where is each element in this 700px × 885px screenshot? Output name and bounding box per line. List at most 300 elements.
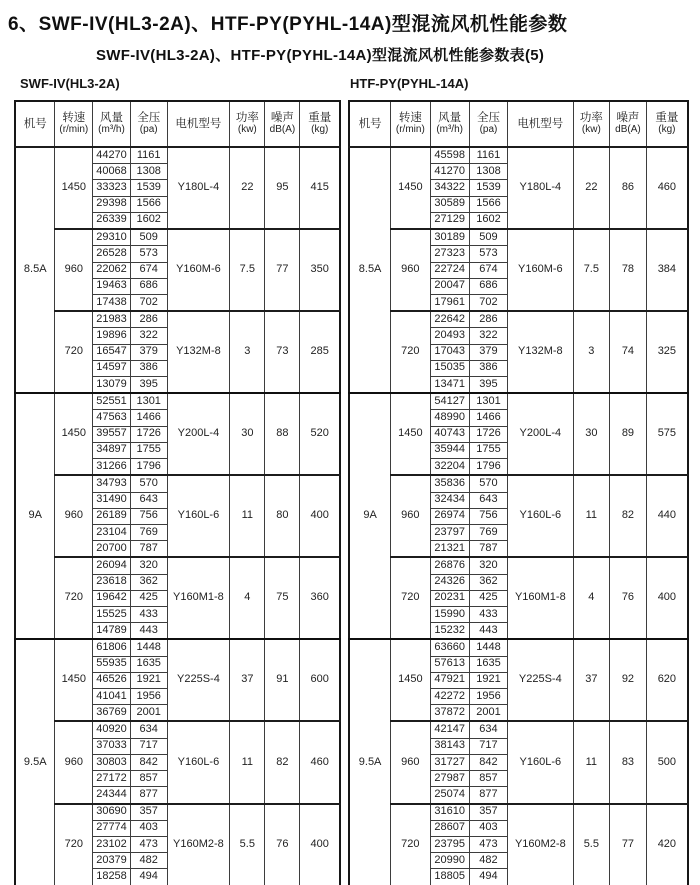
pressure-cell: 1921 xyxy=(130,672,167,688)
pressure-cell: 702 xyxy=(130,294,167,311)
weight-cell: 500 xyxy=(646,721,688,803)
flow-cell: 26876 xyxy=(430,557,469,574)
machine-size-cell: 8.5A xyxy=(15,147,55,393)
pressure-cell: 1755 xyxy=(469,442,507,458)
noise-cell: 82 xyxy=(610,475,647,557)
noise-cell: 73 xyxy=(265,311,300,393)
flow-cell: 42147 xyxy=(430,721,469,738)
noise-cell: 83 xyxy=(610,721,647,803)
flow-cell: 25074 xyxy=(430,787,469,804)
power-cell: 37 xyxy=(573,639,610,721)
pressure-cell: 1466 xyxy=(130,410,167,426)
table-row xyxy=(15,804,340,821)
pressure-cell: 787 xyxy=(130,541,167,558)
pressure-cell: 1466 xyxy=(469,410,507,426)
table-row xyxy=(15,475,340,492)
pressure-cell: 686 xyxy=(469,278,507,294)
pressure-cell: 357 xyxy=(130,804,167,821)
pressure-cell: 425 xyxy=(469,590,507,606)
flow-cell: 31727 xyxy=(430,754,469,770)
flow-cell: 31610 xyxy=(430,804,469,821)
pressure-cell: 482 xyxy=(469,853,507,869)
noise-cell: 95 xyxy=(265,147,300,229)
rpm-cell: 720 xyxy=(391,557,430,639)
machine-size-cell: 9.5A xyxy=(15,639,55,885)
flow-cell: 24344 xyxy=(93,787,131,804)
page-title: 6、SWF-IV(HL3-2A)、HTF-PY(PYHL-14A)型混流风机性能参数 xyxy=(8,14,568,35)
flow-cell: 29310 xyxy=(93,229,131,246)
pressure-cell: 573 xyxy=(130,246,167,262)
pressure-cell: 2001 xyxy=(130,705,167,722)
rpm-cell: 960 xyxy=(391,475,430,557)
motor-model-cell: Y132M-8 xyxy=(508,311,573,393)
motor-model-cell: Y225S-4 xyxy=(508,639,573,721)
flow-cell: 24326 xyxy=(430,574,469,590)
power-cell: 22 xyxy=(230,147,265,229)
flow-cell: 27774 xyxy=(93,820,131,836)
flow-cell: 22062 xyxy=(93,262,131,278)
pressure-cell: 322 xyxy=(469,328,507,344)
rpm-cell: 720 xyxy=(55,557,93,639)
pressure-cell: 433 xyxy=(469,606,507,622)
weight-cell: 415 xyxy=(300,147,340,229)
pressure-cell: 386 xyxy=(130,360,167,376)
flow-cell: 16547 xyxy=(93,344,131,360)
flow-cell: 15035 xyxy=(430,360,469,376)
rpm-cell: 960 xyxy=(55,229,93,311)
table-row xyxy=(15,311,340,328)
header-cell: 重量 (kg) xyxy=(646,101,688,147)
flow-cell: 17043 xyxy=(430,344,469,360)
weight-cell: 384 xyxy=(646,229,688,311)
weight-cell: 400 xyxy=(300,475,340,557)
flow-cell: 20493 xyxy=(430,328,469,344)
power-cell: 3 xyxy=(230,311,265,393)
weight-cell: 600 xyxy=(300,639,340,721)
power-cell: 11 xyxy=(573,721,610,803)
header-cell: 噪声 dB(A) xyxy=(610,101,647,147)
flow-cell: 30589 xyxy=(430,196,469,212)
pressure-cell: 1566 xyxy=(469,196,507,212)
motor-model-cell: Y160L-6 xyxy=(508,475,573,557)
flow-cell: 42272 xyxy=(430,688,469,704)
noise-cell: 76 xyxy=(610,557,647,639)
pressure-cell: 286 xyxy=(469,311,507,328)
table-row xyxy=(15,147,340,164)
flow-cell: 17438 xyxy=(93,294,131,311)
machine-size-cell: 8.5A xyxy=(349,147,391,393)
motor-model-cell: Y225S-4 xyxy=(167,639,230,721)
rpm-cell: 1450 xyxy=(391,147,430,229)
rpm-cell: 1450 xyxy=(55,393,93,475)
flow-cell: 61806 xyxy=(93,639,131,656)
motor-model-cell: Y160L-6 xyxy=(508,721,573,803)
header-cell: 风量 (m³/h) xyxy=(430,101,469,147)
flow-cell: 21983 xyxy=(93,311,131,328)
flow-cell: 21321 xyxy=(430,541,469,558)
flow-cell: 33323 xyxy=(93,180,131,196)
pressure-cell: 1755 xyxy=(130,442,167,458)
weight-cell: 400 xyxy=(300,804,340,885)
table-row xyxy=(15,721,340,738)
htf-performance-table xyxy=(348,100,689,885)
flow-cell: 22642 xyxy=(430,311,469,328)
pressure-cell: 857 xyxy=(130,771,167,787)
pressure-cell: 1726 xyxy=(130,426,167,442)
power-cell: 7.5 xyxy=(230,229,265,311)
power-cell: 4 xyxy=(573,557,610,639)
table-row xyxy=(15,393,340,410)
pressure-cell: 857 xyxy=(469,771,507,787)
flow-cell: 31490 xyxy=(93,492,131,508)
header-cell: 机号 xyxy=(15,101,55,147)
header-cell: 全压 (pa) xyxy=(130,101,167,147)
noise-cell: 77 xyxy=(265,229,300,311)
flow-cell: 32434 xyxy=(430,492,469,508)
pressure-cell: 643 xyxy=(469,492,507,508)
pressure-cell: 509 xyxy=(469,229,507,246)
table-row xyxy=(349,229,688,246)
pressure-cell: 1308 xyxy=(130,164,167,180)
flow-cell: 31266 xyxy=(93,458,131,475)
header-row xyxy=(15,101,340,147)
table-row xyxy=(15,557,340,574)
flow-cell: 28607 xyxy=(430,820,469,836)
flow-cell: 27172 xyxy=(93,771,131,787)
flow-cell: 34897 xyxy=(93,442,131,458)
noise-cell: 88 xyxy=(265,393,300,475)
flow-cell: 19896 xyxy=(93,328,131,344)
pressure-cell: 322 xyxy=(130,328,167,344)
flow-cell: 19463 xyxy=(93,278,131,294)
flow-cell: 23102 xyxy=(93,836,131,852)
flow-cell: 57613 xyxy=(430,656,469,672)
pressure-cell: 702 xyxy=(469,294,507,311)
flow-cell: 30803 xyxy=(93,754,131,770)
pressure-cell: 573 xyxy=(469,246,507,262)
flow-cell: 26094 xyxy=(93,557,131,574)
flow-cell: 18258 xyxy=(93,869,131,885)
machine-size-cell: 9A xyxy=(349,393,391,639)
flow-cell: 40743 xyxy=(430,426,469,442)
table-row xyxy=(349,721,688,738)
pressure-cell: 320 xyxy=(130,557,167,574)
rpm-cell: 960 xyxy=(391,721,430,803)
pressure-cell: 403 xyxy=(130,820,167,836)
header-cell: 风量 (m³/h) xyxy=(93,101,131,147)
flow-cell: 23618 xyxy=(93,574,131,590)
flow-cell: 30189 xyxy=(430,229,469,246)
table-row xyxy=(15,639,340,656)
pressure-cell: 473 xyxy=(130,836,167,852)
power-cell: 22 xyxy=(573,147,610,229)
table-row xyxy=(349,147,688,164)
flow-cell: 37872 xyxy=(430,705,469,722)
header-row xyxy=(349,101,688,147)
noise-cell: 91 xyxy=(265,639,300,721)
flow-cell: 19642 xyxy=(93,590,131,606)
pressure-cell: 386 xyxy=(469,360,507,376)
pressure-cell: 494 xyxy=(469,869,507,885)
rpm-cell: 720 xyxy=(391,804,430,885)
pressure-cell: 643 xyxy=(130,492,167,508)
power-cell: 11 xyxy=(573,475,610,557)
noise-cell: 76 xyxy=(265,804,300,885)
header-cell: 功率 (kw) xyxy=(573,101,610,147)
header-cell: 功率 (kw) xyxy=(230,101,265,147)
flow-cell: 48990 xyxy=(430,410,469,426)
flow-cell: 20990 xyxy=(430,853,469,869)
flow-cell: 14789 xyxy=(93,623,131,640)
flow-cell: 38143 xyxy=(430,738,469,754)
noise-cell: 77 xyxy=(610,804,647,885)
pressure-cell: 473 xyxy=(469,836,507,852)
pressure-cell: 769 xyxy=(469,524,507,540)
pressure-cell: 1308 xyxy=(469,164,507,180)
noise-cell: 78 xyxy=(610,229,647,311)
power-cell: 7.5 xyxy=(573,229,610,311)
pressure-cell: 842 xyxy=(130,754,167,770)
pressure-cell: 2001 xyxy=(469,705,507,722)
header-cell: 重量 (kg) xyxy=(300,101,340,147)
rpm-cell: 1450 xyxy=(55,147,93,229)
motor-model-cell: Y180L-4 xyxy=(508,147,573,229)
weight-cell: 520 xyxy=(300,393,340,475)
swf-performance-table xyxy=(14,100,341,885)
power-cell: 37 xyxy=(230,639,265,721)
flow-cell: 26189 xyxy=(93,508,131,524)
weight-cell: 285 xyxy=(300,311,340,393)
pressure-cell: 320 xyxy=(469,557,507,574)
power-cell: 3 xyxy=(573,311,610,393)
pressure-cell: 1448 xyxy=(130,639,167,656)
flow-cell: 52551 xyxy=(93,393,131,410)
pressure-cell: 1956 xyxy=(130,688,167,704)
left-table-label: SWF-IV(HL3-2A) xyxy=(20,76,120,91)
pressure-cell: 877 xyxy=(130,787,167,804)
table-row xyxy=(15,229,340,246)
flow-cell: 13471 xyxy=(430,376,469,393)
rpm-cell: 720 xyxy=(391,311,430,393)
pressure-cell: 443 xyxy=(130,623,167,640)
pressure-cell: 1539 xyxy=(130,180,167,196)
pressure-cell: 1448 xyxy=(469,639,507,656)
flow-cell: 26339 xyxy=(93,212,131,229)
motor-model-cell: Y160M1-8 xyxy=(508,557,573,639)
flow-cell: 35836 xyxy=(430,475,469,492)
table-row xyxy=(349,639,688,656)
pressure-cell: 395 xyxy=(130,376,167,393)
machine-size-cell: 9.5A xyxy=(349,639,391,885)
flow-cell: 26528 xyxy=(93,246,131,262)
flow-cell: 17961 xyxy=(430,294,469,311)
motor-model-cell: Y160L-6 xyxy=(167,475,230,557)
pressure-cell: 756 xyxy=(469,508,507,524)
pressure-cell: 1602 xyxy=(469,212,507,229)
pressure-cell: 674 xyxy=(469,262,507,278)
left-table-host xyxy=(14,100,341,885)
flow-cell: 46526 xyxy=(93,672,131,688)
pressure-cell: 717 xyxy=(469,738,507,754)
rpm-cell: 960 xyxy=(55,721,93,803)
weight-cell: 575 xyxy=(646,393,688,475)
pressure-cell: 379 xyxy=(469,344,507,360)
pressure-cell: 1726 xyxy=(469,426,507,442)
rpm-cell: 960 xyxy=(55,475,93,557)
motor-model-cell: Y160M2-8 xyxy=(167,804,230,885)
rpm-cell: 720 xyxy=(55,311,93,393)
flow-cell: 15232 xyxy=(430,623,469,640)
weight-cell: 420 xyxy=(646,804,688,885)
page-subtitle: SWF-IV(HL3-2A)、HTF-PY(PYHL-14A)型混流风机性能参数表(5) xyxy=(96,47,545,64)
flow-cell: 63660 xyxy=(430,639,469,656)
noise-cell: 89 xyxy=(610,393,647,475)
power-cell: 30 xyxy=(573,393,610,475)
pressure-cell: 1301 xyxy=(469,393,507,410)
pressure-cell: 570 xyxy=(469,475,507,492)
flow-cell: 20047 xyxy=(430,278,469,294)
flow-cell: 41270 xyxy=(430,164,469,180)
pressure-cell: 509 xyxy=(130,229,167,246)
rpm-cell: 960 xyxy=(391,229,430,311)
noise-cell: 80 xyxy=(265,475,300,557)
weight-cell: 400 xyxy=(646,557,688,639)
pressure-cell: 482 xyxy=(130,853,167,869)
flow-cell: 13079 xyxy=(93,376,131,393)
flow-cell: 23795 xyxy=(430,836,469,852)
pressure-cell: 1635 xyxy=(130,656,167,672)
pressure-cell: 362 xyxy=(130,574,167,590)
noise-cell: 74 xyxy=(610,311,647,393)
flow-cell: 39557 xyxy=(93,426,131,442)
weight-cell: 350 xyxy=(300,229,340,311)
header-cell: 电机型号 xyxy=(167,101,230,147)
motor-model-cell: Y200L-4 xyxy=(167,393,230,475)
motor-model-cell: Y200L-4 xyxy=(508,393,573,475)
noise-cell: 92 xyxy=(610,639,647,721)
weight-cell: 460 xyxy=(646,147,688,229)
pressure-cell: 570 xyxy=(130,475,167,492)
pressure-cell: 443 xyxy=(469,623,507,640)
weight-cell: 460 xyxy=(300,721,340,803)
pressure-cell: 362 xyxy=(469,574,507,590)
flow-cell: 37033 xyxy=(93,738,131,754)
noise-cell: 75 xyxy=(265,557,300,639)
weight-cell: 620 xyxy=(646,639,688,721)
motor-model-cell: Y160M-6 xyxy=(508,229,573,311)
right-table-label: HTF-PY(PYHL-14A) xyxy=(350,76,469,91)
flow-cell: 34793 xyxy=(93,475,131,492)
flow-cell: 15525 xyxy=(93,606,131,622)
flow-cell: 47921 xyxy=(430,672,469,688)
pressure-cell: 379 xyxy=(130,344,167,360)
pressure-cell: 1635 xyxy=(469,656,507,672)
weight-cell: 440 xyxy=(646,475,688,557)
pressure-cell: 674 xyxy=(130,262,167,278)
power-cell: 30 xyxy=(230,393,265,475)
table-row xyxy=(349,475,688,492)
rpm-cell: 720 xyxy=(55,804,93,885)
flow-cell: 35944 xyxy=(430,442,469,458)
right-table-host xyxy=(348,100,689,885)
pressure-cell: 1161 xyxy=(130,147,167,164)
pressure-cell: 1956 xyxy=(469,688,507,704)
motor-model-cell: Y180L-4 xyxy=(167,147,230,229)
flow-cell: 20379 xyxy=(93,853,131,869)
pressure-cell: 634 xyxy=(130,721,167,738)
pressure-cell: 494 xyxy=(130,869,167,885)
pressure-cell: 1796 xyxy=(469,458,507,475)
power-cell: 5.5 xyxy=(573,804,610,885)
pressure-cell: 634 xyxy=(469,721,507,738)
flow-cell: 44270 xyxy=(93,147,131,164)
table-row xyxy=(349,393,688,410)
pressure-cell: 1539 xyxy=(469,180,507,196)
pressure-cell: 1161 xyxy=(469,147,507,164)
rpm-cell: 1450 xyxy=(391,639,430,721)
motor-model-cell: Y160L-6 xyxy=(167,721,230,803)
power-cell: 4 xyxy=(230,557,265,639)
table-row xyxy=(349,804,688,821)
pressure-cell: 433 xyxy=(130,606,167,622)
table-labels xyxy=(0,76,700,100)
noise-cell: 86 xyxy=(610,147,647,229)
noise-cell: 82 xyxy=(265,721,300,803)
flow-cell: 40068 xyxy=(93,164,131,180)
pressure-cell: 1921 xyxy=(469,672,507,688)
table-row xyxy=(349,311,688,328)
header-cell: 全压 (pa) xyxy=(469,101,507,147)
header-cell: 机号 xyxy=(349,101,391,147)
pressure-cell: 403 xyxy=(469,820,507,836)
tables-row xyxy=(14,100,700,885)
flow-cell: 20700 xyxy=(93,541,131,558)
pressure-cell: 717 xyxy=(130,738,167,754)
flow-cell: 34322 xyxy=(430,180,469,196)
pressure-cell: 425 xyxy=(130,590,167,606)
rpm-cell: 1450 xyxy=(391,393,430,475)
flow-cell: 20231 xyxy=(430,590,469,606)
flow-cell: 14597 xyxy=(93,360,131,376)
flow-cell: 32204 xyxy=(430,458,469,475)
flow-cell: 15990 xyxy=(430,606,469,622)
header-cell: 噪声 dB(A) xyxy=(265,101,300,147)
flow-cell: 23797 xyxy=(430,524,469,540)
rpm-cell: 1450 xyxy=(55,639,93,721)
flow-cell: 27129 xyxy=(430,212,469,229)
pressure-cell: 1796 xyxy=(130,458,167,475)
flow-cell: 26974 xyxy=(430,508,469,524)
pressure-cell: 357 xyxy=(469,804,507,821)
flow-cell: 40920 xyxy=(93,721,131,738)
flow-cell: 22724 xyxy=(430,262,469,278)
pressure-cell: 1301 xyxy=(130,393,167,410)
weight-cell: 325 xyxy=(646,311,688,393)
flow-cell: 27987 xyxy=(430,771,469,787)
motor-model-cell: Y160M2-8 xyxy=(508,804,573,885)
flow-cell: 29398 xyxy=(93,196,131,212)
flow-cell: 41041 xyxy=(93,688,131,704)
flow-cell: 23104 xyxy=(93,524,131,540)
motor-model-cell: Y160M-6 xyxy=(167,229,230,311)
flow-cell: 18805 xyxy=(430,869,469,885)
flow-cell: 36769 xyxy=(93,705,131,722)
flow-cell: 27323 xyxy=(430,246,469,262)
pressure-cell: 1566 xyxy=(130,196,167,212)
pressure-cell: 395 xyxy=(469,376,507,393)
flow-cell: 45598 xyxy=(430,147,469,164)
weight-cell: 360 xyxy=(300,557,340,639)
